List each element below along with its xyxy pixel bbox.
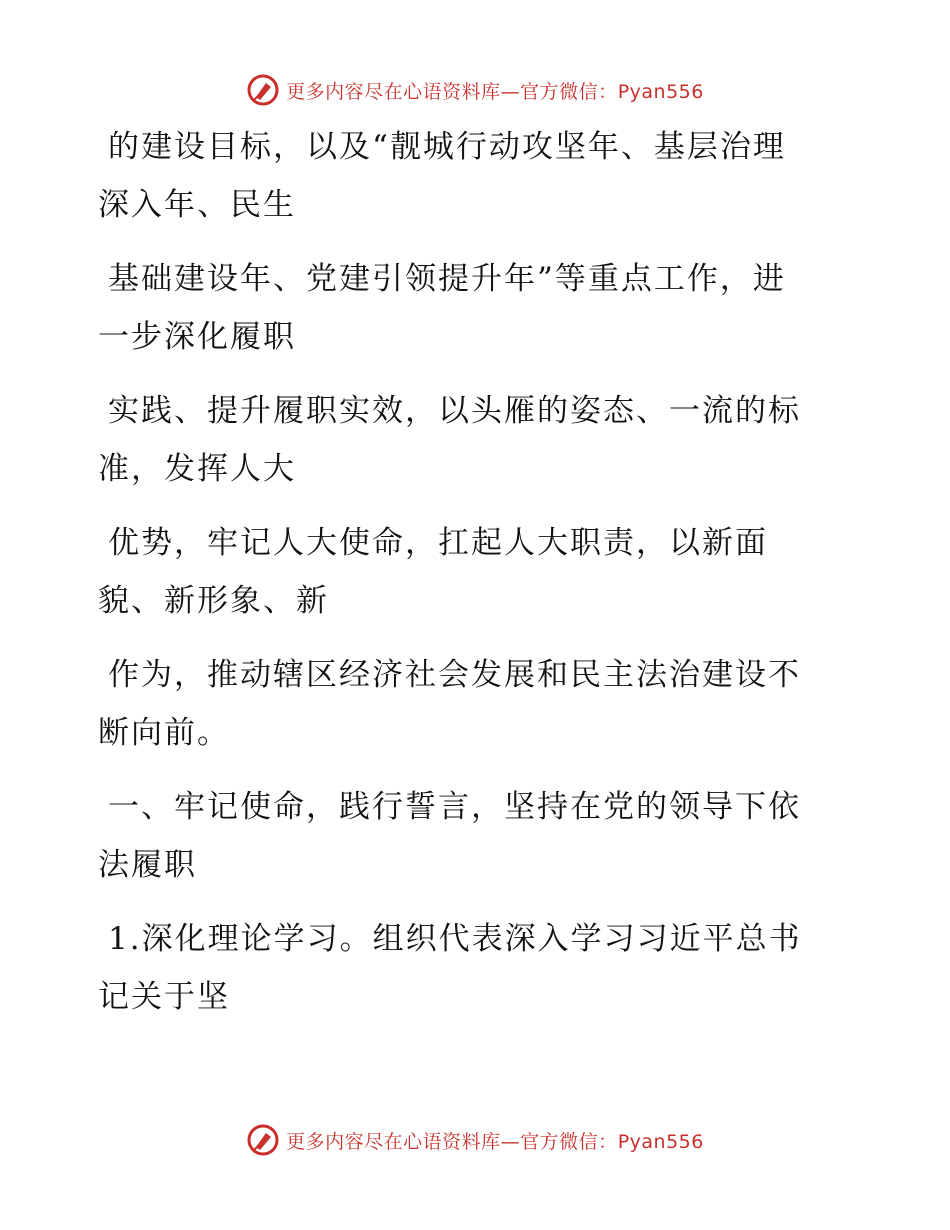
- watermark-wechat-id: Pyan556: [617, 80, 704, 103]
- watermark-text: [286, 77, 704, 104]
- paragraph-line: 法履职: [98, 847, 197, 883]
- watermark-wechat-label: 官方微信：: [520, 1130, 618, 1153]
- watermark-wechat-label: 官方微信：: [520, 80, 618, 103]
- pen-nib-circle-icon: [246, 73, 280, 107]
- header-watermark: [0, 70, 950, 110]
- paragraph-line: 一、牢记使命，践行誓言，坚持在党的领导下依: [108, 789, 801, 825]
- paragraph: [98, 382, 838, 498]
- watermark-wechat-id: Pyan556: [617, 1130, 704, 1153]
- paragraph-line: 记关于坚: [98, 979, 230, 1015]
- paragraph-line: 实践、提升履职实效，以头雁的姿态、一流的标: [108, 393, 801, 429]
- paragraph-line: 准，发挥人大: [98, 451, 296, 487]
- footer-watermark: [0, 1120, 950, 1160]
- paragraph-line: 的建设目标，以及“靓城行动攻坚年、基层治理: [108, 129, 786, 165]
- watermark-separator: —: [500, 1130, 521, 1153]
- paragraph-line: 深入年、民生: [98, 187, 296, 223]
- paragraph: [98, 646, 838, 762]
- watermark-brand: 更多内容尽在心语资料库: [286, 80, 501, 103]
- paragraph-line: 一步深化履职: [98, 319, 296, 355]
- section-heading: [98, 778, 838, 894]
- watermark-brand: 更多内容尽在心语资料库: [286, 1130, 501, 1153]
- paragraph-line: 优势，牢记人大使命，扛起人大职责，以新面: [108, 525, 768, 561]
- paragraph: [98, 118, 838, 234]
- pen-nib-circle-icon: [246, 1123, 280, 1157]
- paragraph: [98, 910, 838, 1026]
- paragraph-line: 断向前。: [98, 715, 230, 751]
- paragraph-line: 基础建设年、党建引领提升年”等重点工作，进: [108, 261, 786, 297]
- watermark-separator: —: [500, 80, 521, 103]
- paragraph: [98, 250, 838, 366]
- paragraph-line: 作为，推动辖区经济社会发展和民主法治建设不: [108, 657, 801, 693]
- watermark-text: [286, 1127, 704, 1154]
- paragraph-line: 1.深化理论学习。组织代表深入学习习近平总书: [108, 921, 802, 957]
- paragraph-line: 貌、新形象、新: [98, 583, 329, 619]
- document-body: [98, 118, 838, 1042]
- paragraph: [98, 514, 838, 630]
